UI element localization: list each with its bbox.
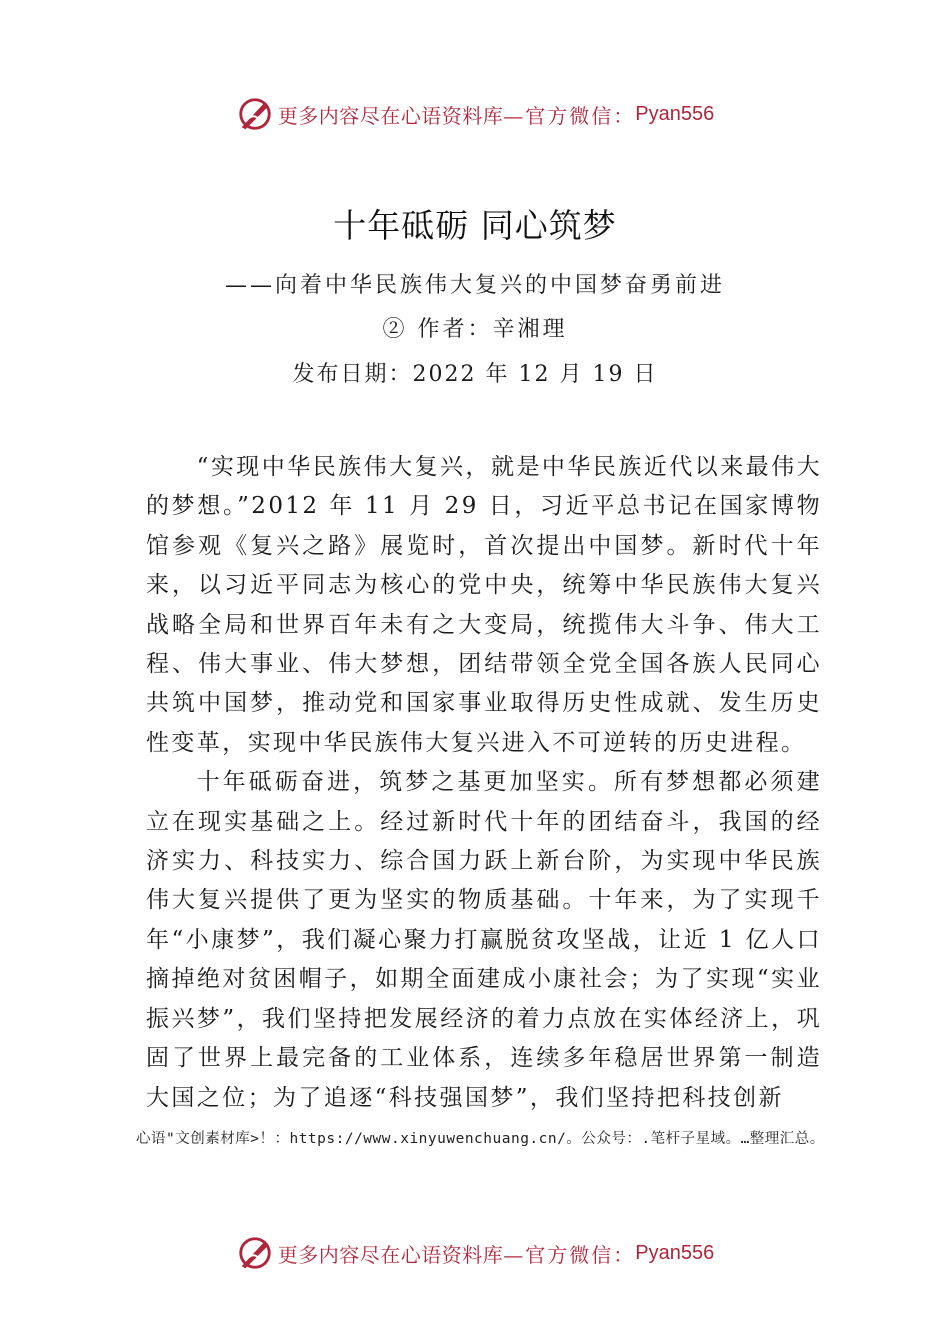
pen-badge-icon (236, 95, 274, 133)
article-date: 发布日期：2022 年 12 月 19 日 (292, 362, 658, 387)
banner-wechat-id: Pyan556 (635, 1241, 715, 1264)
article-subtitle: ——向着中华民族伟大复兴的中国梦奋勇前进 (224, 273, 725, 298)
header-banner (0, 92, 950, 136)
banner-main-text: 更多内容尽在心语资料库 (277, 103, 504, 128)
banner-wechat-id: Pyan556 (635, 102, 715, 125)
article-body (146, 448, 822, 1118)
body-paragraph: “实现中华民族伟大复兴，就是中华民族近代以来最伟大的梦想。”2012 年 11 月 29 日，习近平总书记在国家博物馆参观《复兴之路》展览时，首次提出中国梦。新时代十年来，以习近平同志为核心的党中央，统筹中华民族伟大复兴战略全局和世界百年未有之大变局，统揽伟大斗争、伟大工程、伟大事业、伟大梦想，团结带领全党全国各族人民同心共筑中国梦，推动党和国家事业取得历史性成就、发生历史性变革，实现中华民族伟大复兴进入不可逆转的历史进程。 (146, 454, 822, 756)
banner-wechat-label: —官方微信： (503, 1242, 636, 1267)
body-paragraph: 十年砥砺奋进，筑梦之基更加坚实。所有梦想都必须建立在现实基础之上。经过新时代十年的团结奋斗，我国的经济实力、科技实力、综合国力跃上新台阶，为实现中华民族伟大复兴提供了更为坚实的物质基础。十年来，为了实现千年“小康梦”，我们凝心聚力打赢脱贫攻坚战，让近 1 亿人口摘掉绝对贫困帽子，如期全面建成小康社会；为了实现“实业振兴梦”，我们坚持把发展经济的着力点放在实体经济上，巩固了世界上最完备的工业体系，连续多年稳居世界第一制造大国之位；为了追逐“科技强国梦”，我们坚持把科技创新 (146, 769, 822, 1111)
banner-main-text: 更多内容尽在心语资料库 (277, 1242, 504, 1267)
article-author: ② 作者：辛湘理 (382, 317, 568, 342)
article-title: 十年砥砺 同心筑梦 (333, 206, 617, 245)
source-footnote: 心语"文创素材库>！：https://www.xinyuwenchuang.cn/。公众号：.笔杆子星域。…整理汇总。 (136, 1131, 825, 1147)
banner-wechat-label: —官方微信： (503, 103, 636, 128)
pen-badge-icon (236, 1234, 274, 1272)
footer-banner (0, 1231, 950, 1275)
